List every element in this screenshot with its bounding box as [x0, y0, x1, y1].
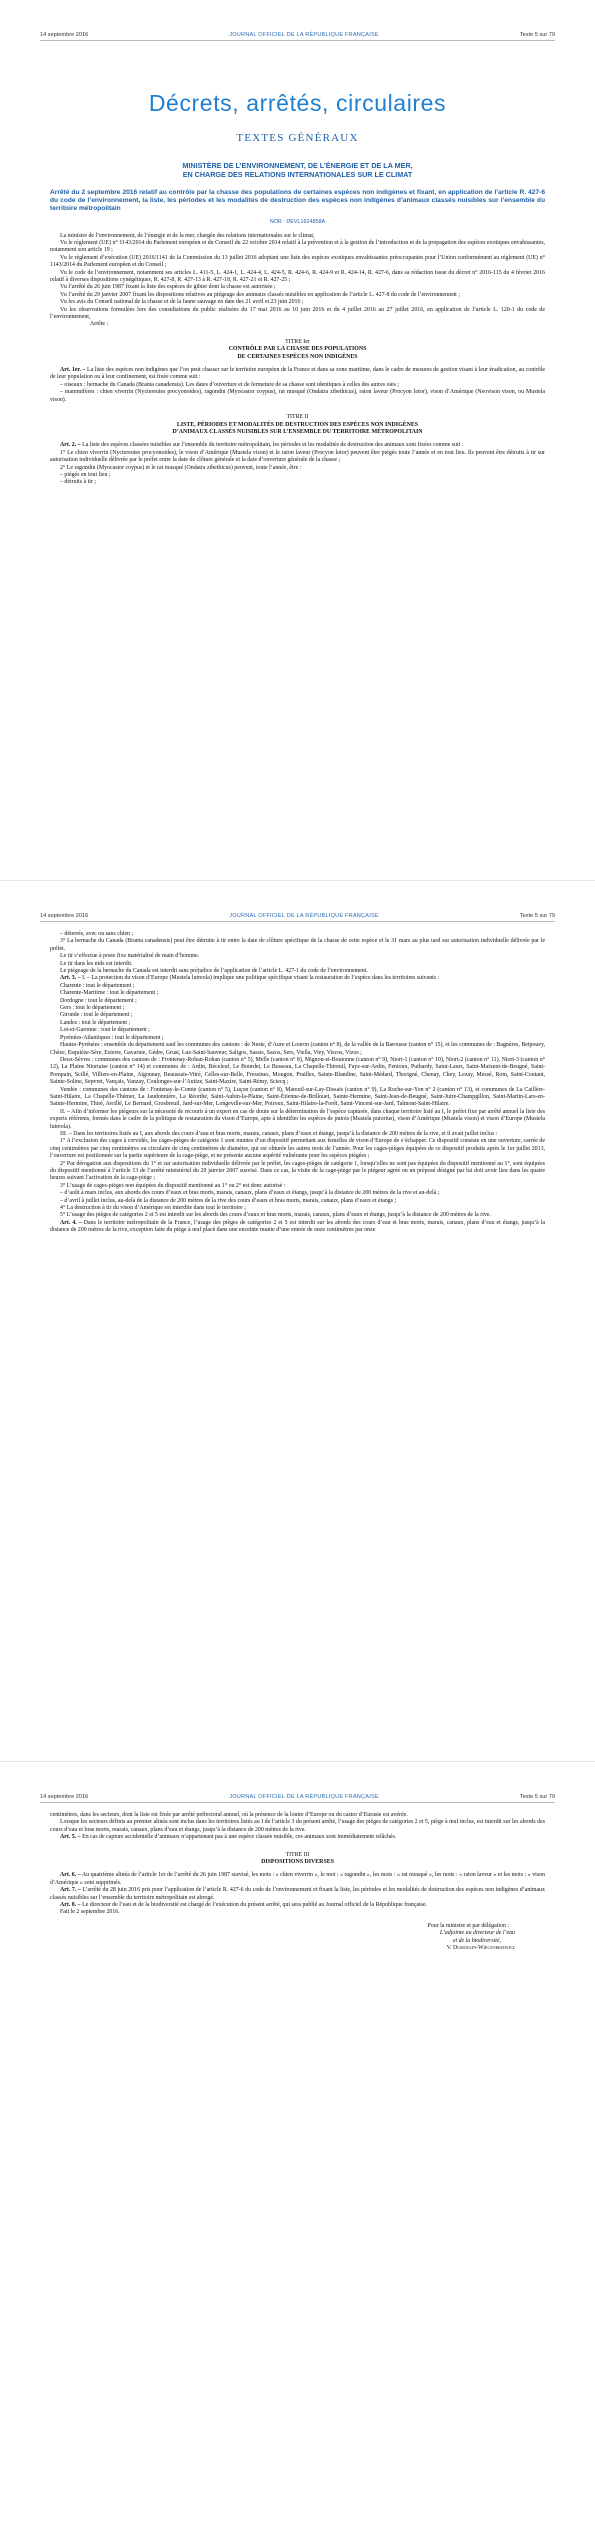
header-journal: JOURNAL OFFICIEL DE LA RÉPUBLIQUE FRANÇAISE [229, 1794, 379, 1800]
nor-reference: NOR : DEVL1624858A [269, 218, 326, 225]
article-6 [50, 1872, 545, 1887]
header-date: 14 septembre 2016 [40, 913, 89, 919]
article-1-item: – mammifères : chien viverrin (Nyctereutes procyonoides), ragondin (Myocastor coypus), rat musqué (Ondatra zibethicus), raton laveur (Procyon lotor), vison d’Amérique (Neovison vison, ou Mustela vison). [50, 389, 545, 403]
page-3 [0, 1762, 595, 2536]
section-title: Décrets, arrêtés, circulaires [148, 90, 447, 116]
article-4 [50, 1220, 545, 1235]
page-header [40, 24, 555, 41]
article-1-text: La liste des espèces non indigènes que l’on peut chasser sur le territoire européen de la France et dans sa zone maritime, dans le cadre de mesures de gestion visant à leur éradication, au contrôle de leur population ou à leur confinement, est fixée comme suit : [50, 367, 545, 381]
article-2-para: Le piégeage de la bernache du Canada est interdit sans préjudice de l’application de l’article L. 427-1 du code de l’environnement. [60, 968, 368, 975]
department-item: Deux-Sèvres : communes des cantons de : Frontenay-Rohan-Rohan (canton n° 5), Melle (canton n° 8), Mignon-et-Boutonne (canton n° 9), Niort-1 (canton n° 10), Niort-2 (canton n° 11), Niort-3 (canton n° 12), La Plaine Niortaise (canton n° 14) et communes de : Ardin, Béceleuf, Le Bourdet, Le Busseau, La Chapelle-Thireuil, Faye-sur-Ardin, Fenioux, Puihardy, Saint-Laurs, Saint-Maixent-de-Beugné, Saint-Pompain, Scillé, Villiers-en-Plaine, Aigonnay, Beaussais-Vitré, Celles-sur-Belle, Fressines, Mougon, Prailles, Sainte-Blandine, Saint-Médard, Thorigné, Chenay, Chey, Lezay, Messé, Rom, Saint-Coutant, Sainte-Soline, Sepvret, Vançais, Vanzay, Coulonges-sur-l’Autize, Saint-Maxire, Saint-Rémy, Sciecq ; [50, 1056, 545, 1086]
preamble-para: Vu l’arrêté du 29 janvier 2007 fixant les dispositions relatives au piégeage des animaux classés nuisibles en application de l’article L. 427-8 du code de l’environnement ; [60, 291, 460, 298]
department-item: Pyrénées-Atlantiques : tout le département ; [60, 1034, 164, 1041]
article-2-item: – piégés en tout lieu ; [60, 471, 111, 478]
article-7-text: L’arrêté du 28 juin 2016 pris pour l’application de l’article R. 427-6 du code de l’environnement et fixant la liste, les périodes et les modalités de destruction des espèces non indigènes d’animaux classés nuisibles sur l’ensemble du territoire métropolitain est abrogé. [50, 1887, 545, 1901]
article-5 [50, 1834, 545, 1841]
article-1-item: – oiseaux : bernache du Canada (Branta canadensis). Les dates d’ouverture et de fermeture de sa chasse sont identiques à celles des autres oies ; [60, 381, 400, 388]
preamble-para: Vu le règlement (UE) n° 1143/2014 du Parlement européen et du Conseil du 22 octobre 2014 relatif à la prévention et à la gestion de l’introduction et de la propagation des espèces exotiques envahissantes, notamment son article 19 ; [50, 239, 545, 254]
header-journal: JOURNAL OFFICIEL DE LA RÉPUBLIQUE FRANÇAISE [229, 913, 379, 919]
page-header [40, 1786, 555, 1803]
ministry-line-1: MINISTÈRE DE L’ENVIRONNEMENT, DE L’ÉNERGIE ET DE LA MER, [182, 161, 413, 170]
department-item: Dordogne : tout le département ; [60, 997, 137, 1004]
signatory-name: V. Dumoulin-Wieczorkiewicz [446, 1945, 515, 1952]
article-3-para: 2° Par dérogation aux dispositions du 1° et sur autorisation individuelle délivrée par le préfet, les cages-pièges de catégorie 1, lorsqu’elles ne sont pas équipées du dispositif mentionné au 1°, sont équipées du dispositif mentionné à l’article 13 de l’arrêté ministériel du 29 janvier 2007 susvisé. Dans ce cas, la visite de la cage-piège par le piégeur agréé ou un préposé désigné par lui doit avoir lieu dans les quatre heures suivant l’activation de la cage-piège ; [50, 1160, 545, 1182]
article-3-para: 3° L’usage de cages-pièges non équipées du dispositif mentionné au 1° ou 2° est donc autorisé : [60, 1182, 286, 1189]
header-date: 14 septembre 2016 [40, 32, 89, 38]
article-3-para: 1° A l’exclusion des cages à corvidés, les cages-pièges de catégorie 1 sont munies d’un dispositif permettant aux femelles de vison d’Europe de s’échapper. Ce dispositif consiste en une ouverture, carrée de cinq centimètres par cinq centimètres ou circulaire de cinq centimètres de diamètre, qui est obturée les autres mois de l’année. Pour les cages-pièges équipées de ce dispositif produits après le 1er juillet 2013, l’ouverture est positionnée sur la partie supérieure de la cage-piège, et ne présente aucune aspérité vulnérante pour les espèces piégées ; [50, 1138, 545, 1160]
department-item: Vendée : communes des cantons de : Fontenay-le-Comte (canton n° 5), Luçon (canton n° 8), Mareuil-sur-Lay-Dissais (canton n° 9), La Roche-sur-Yon n° 2 (canton n° 13), et communes de La Caillère-Saint-Hilaire, La Chapelle-Thémer, La Jaudonnière, La Réorthe, Saint-Aubin-la-Plaine, Saint-Étienne-de-Brillouet, Sainte-Hermine, Saint-Jean-de-Beugné, Saint-Juire-Champgillon, Saint-Martin-Lars-en-Sainte-Hermine, Thiré, Avrillé, Le Bernard, Grosbreuil, Jard-sur-Mer, Longeville-sur-Mer, Poiroux, Saint-Hilaire-la-Forêt, Saint-Vincent-sur-Jard, Talmont-Saint-Hilaire. [50, 1086, 545, 1108]
preamble-para: Vu l’arrêté du 26 juin 1987 fixant la liste des espèces de gibier dont la chasse est autorisée ; [60, 284, 276, 291]
article-2-para: Le tir dans les nids est interdit. [60, 960, 133, 967]
article-6-text: Au quatrième alinéa de l’article 1er de l’arrêté du 26 juin 1987 susvisé, les mots : « chien viverrin », le mot : « ragondin », les mots : « rat musqué », les mots : « raton laveur » et les mots : « vison d’Amérique » sont supprimés. [50, 1872, 545, 1886]
header-date: 14 septembre 2016 [40, 1794, 89, 1800]
titre-1-heading: DE CERTAINES ESPÈCES NON INDIGÈNES [237, 353, 358, 360]
titre-1-label: TITRE Ier [285, 338, 310, 345]
article-8 [50, 1902, 545, 1909]
article-2-item: – détruits à tir ; [60, 479, 96, 486]
department-item: Charente-Maritime : tout le département ; [60, 990, 159, 997]
article-2-text: La liste des espèces classées nuisibles sur l’ensemble du territoire métropolitain, les périodes et les modalités de destruction des animaux sont fixées comme suit : [80, 442, 464, 449]
fait-date: Fait le 2 septembre 2016. [60, 1909, 120, 1916]
arrete-title: Arrêté du 2 septembre 2016 relatif au contrôle par la chasse des populations de certaines espèces non indigènes et fixant, en application de l’article R. 427-6 du code de l’environnement, la liste, les périodes et les modalités de destruction des espèces non indigènes d’animaux classés nuisibles sur l’ensemble du territoire métropolitain [50, 189, 545, 212]
department-item: Landes : tout le département ; [60, 1019, 131, 1026]
ministry-line-2: EN CHARGE DES RELATIONS INTERNATIONALES SUR LE CLIMAT [182, 169, 413, 179]
article-2-label: Art. 2. – [60, 442, 81, 449]
article-4-label: Art. 4. – [60, 1219, 82, 1226]
article-2-para: 2° Le ragondin (Myocastor coypus) et le rat musqué (Ondatra zibethicus) peuvent, toute l’année, être : [60, 464, 302, 471]
article-3 [50, 975, 545, 982]
preamble-para: Vu les avis du Conseil national de la chasse et de la faune sauvage en date des 21 avril et 23 juin 2016 ; [60, 299, 304, 306]
preamble [50, 233, 545, 329]
preamble-para: Vu les observations formulées lors des consultations du public réalisées du 17 mai 2016 au 10 juin 2016 et du 4 juillet 2016 au 27 juillet 2016, en application de l’article L. 120-1 du code de l’environnement, [50, 306, 545, 321]
article-2-item: – déterrés, avec ou sans chien ; [60, 931, 134, 937]
department-item: Gers : tout le département ; [60, 1005, 125, 1012]
article-6-label: Art. 6. – [60, 1872, 81, 1879]
preamble-para: Vu le règlement d’exécution (UE) 2016/1141 de la Commission du 13 juillet 2016 adoptant une liste des espèces exotiques envahissantes préoccupantes pour l’Union conformément au règlement (UE) n° 1143/2014 du Parlement européen et du Conseil ; [50, 254, 545, 269]
section-subtitle: TEXTES GÉNÉRAUX [236, 132, 359, 144]
signature-line: L’adjointe au directeur de l’eau [439, 1930, 515, 1937]
article-8-text: Le directeur de l’eau et de la biodiversité est chargé de l’exécution du présent arrêté, qui sera publié au Journal officiel de la République française. [80, 1902, 427, 1909]
article-4-text: Dans le territoire métropolitain de la France, l’usage des pièges de catégories 2 et 5 est interdit sur les abords des cours d’eau et bras morts, marais, canaux, plans d’eau et étangs, jusqu’à la distance de 200 mètres de la rive, exception faite du piège à œuf placé dans une enceinte munie d’une entrée de onze centimètres par onze [50, 1219, 545, 1234]
arrete-label: Arrête : [90, 321, 109, 328]
article-1-label: Art. 1er. – [60, 367, 86, 374]
article-3-item: – d’avril à juillet inclus, au-delà de la distance de 200 mètres de la rive des cours d’eaux et bras morts, marais, canaux, plans d’eaux et étangs ; [60, 1197, 397, 1204]
header-page-count: Texte 5 sur 79 [519, 32, 555, 38]
titre-2-heading: LISTE, PÉRIODES ET MODALITÉS DE DESTRUCTION DES ESPÈCES NON INDIGÈNES [176, 421, 419, 428]
signature-line: et de la biodiversité, [452, 1937, 501, 1944]
signature-line: Pour la ministre et par délégation : [427, 1922, 509, 1929]
article-4-continued: centimètres, dans les secteurs, dont la liste est fixée par arrêté préfectoral annuel, où la présence de la loutre d’Europe ou du castor d’Eurasie est avérée. [50, 1812, 408, 1818]
article-3-para: III. – Dans les territoires listés au I, aux abords des cours d’eau et bras morts, marais, canaux, plans d’eaux et étangs, jusqu’à la distance de 200 mètres de la rive, et il avait juillet inclus : [60, 1130, 498, 1137]
department-item: Hautes-Pyrénées : ensemble du département sauf les communes des cantons : de Neste, d’Aure et Louron (canton n° 8), de la vallée de la Barousse (canton n° 15), et les communes de : Bagnères, Betpouey, Chèze, Esquièze-Sère, Esterre, Gavarnie, Gèdre, Grust, Luz-Saint-Sauveur, Saligos, Sassis, Sazos, Sers, Viella, Viey, Viscos, Vizos ; [50, 1042, 545, 1056]
article-3-para: 4° La destruction à tir du vison d’Amérique est interdite dans tout le territoire ; [60, 1205, 246, 1212]
article-3-item: – d’août à mars inclus, aux abords des cours d’eaux et bras morts, marais, canaux, plans d’eaux et étangs, jusqu’à la distance de 200 mètres de la rive et au-delà ; [60, 1190, 440, 1197]
titre-1-heading: CONTRÔLE PAR LA CHASSE DES POPULATIONS [228, 346, 367, 353]
preamble-para: La ministre de l’environnement, de l’énergie et de la mer, chargée des relations internationales sur le climat, [60, 232, 315, 239]
preamble-para: Vu le code de l’environnement, notamment ses articles L. 411-5, L. 424-1, L. 424-4, L. 424-5, R. 424-6, R. 424-9 et R. 424-14, R. 427-6, dans sa rédaction issue du décret n° 2016-115 du 4 février 2016 relatif à diverses dispositions cynégétiques, R. 427-8, R. 427-13 à R. 427-18, R. 427-21 et R. 427-25 ; [50, 269, 545, 284]
department-item: Lot-et-Garonne : tout le département ; [60, 1027, 150, 1034]
header-page-count: Texte 5 sur 79 [519, 913, 555, 919]
article-3-text: I. – La protection du vison d’Europe (Mustela lutreola) implique une politique spécifique visant la restauration de l’espèce dans les territoires suivants : [80, 975, 440, 982]
titre-3-label: TITRE III [285, 1851, 310, 1858]
titre-2-label: TITRE II [286, 414, 309, 421]
page-header [40, 905, 555, 922]
department-item: Gironde : tout le département ; [60, 1012, 133, 1019]
titre-2-heading: D’ANIMAUX CLASSÉS NUISIBLES SUR L’ENSEMBLE DU TERRITOIRE MÉTROPOLITAIN [172, 428, 423, 435]
article-5-label: Art. 5. – [60, 1834, 81, 1841]
article-4-para: Lorsque les secteurs définis au premier alinéa sont inclus dans les territoires listés au I de l’article 3 du présent arrêté, l’usage des pièges de catégories 2 et 5, piège à œuf inclus, est interdit sur les abords des cours d’eau et bras morts, marais, canaux, plans d’eau et étangs, jusqu’à la distance de 200 mètres de la rive. [50, 1819, 545, 1833]
article-2-para: 1° Le chien viverrin (Nyctereutes procyonoides), le vison d’Amérique (Mustela vison) et le raton laveur (Procyon lotor) peuvent être piégés toute l’année et en tout lieu. Ils peuvent être détruits à tir sur autorisation individuelle délivrée par le préfet entre la date de clôture générale et la date d’ouverture générale de la chasse ; [50, 449, 545, 464]
article-8-label: Art. 8. – [60, 1902, 81, 1909]
article-5-text: En cas de capture accidentelle d’animaux n’appartenant pas à une espèce classée nuisible, ces animaux sont immédiatement relâchés. [80, 1834, 397, 1841]
page-2 [0, 881, 595, 1761]
article-1 [50, 367, 545, 382]
header-journal: JOURNAL OFFICIEL DE LA RÉPUBLIQUE FRANÇAISE [229, 32, 379, 38]
header-page-count: Texte 5 sur 79 [519, 1794, 555, 1800]
article-3-para: 5° L’usage des pièges de catégories 2 et 5 est interdit sur les abords des cours d’eaux et bras morts, marais, canaux, plans d’eaux et étangs, jusqu’à la distance de 200 mètres de la rive. [60, 1212, 491, 1219]
article-2 [50, 442, 545, 449]
page-1 [0, 0, 595, 880]
article-7-label: Art. 7. – [60, 1887, 81, 1894]
department-item: Charente : tout le département ; [60, 982, 135, 989]
signature-block [50, 1923, 515, 1953]
article-2-para: Le tir s’effectue à poste fixe matérialisé de main d’homme. [60, 953, 200, 960]
article-7 [50, 1887, 545, 1902]
titre-3-heading: DISPOSITIONS DIVERSES [261, 1859, 334, 1866]
article-3-label: Art. 3. – [60, 975, 81, 982]
article-3-para: II. – Afin d’informer les piégeurs sur la nécessité de recourir à un expert en cas de doute sur la détermination de l’espèce capturée, dans chaque territoire listé au I, le préfet fixe par arrêté annuel la liste des experts référents, formés dans le cadre de la politique de restauration du vison d’Europe, apte à identifier les espèces de putois (Mustela putorius), vison d’Amérique (Mustela vison) et vison d’Europe (Mustela lutreola). [50, 1108, 545, 1130]
article-2-para: 3° La bernache du Canada (Branta canadensis) peut être détruite à tir entre la date de clôture spécifique de la chasse de cette espèce et le 31 mars au plus tard sur autorisation individuelle délivrée par le préfet. [50, 938, 545, 952]
